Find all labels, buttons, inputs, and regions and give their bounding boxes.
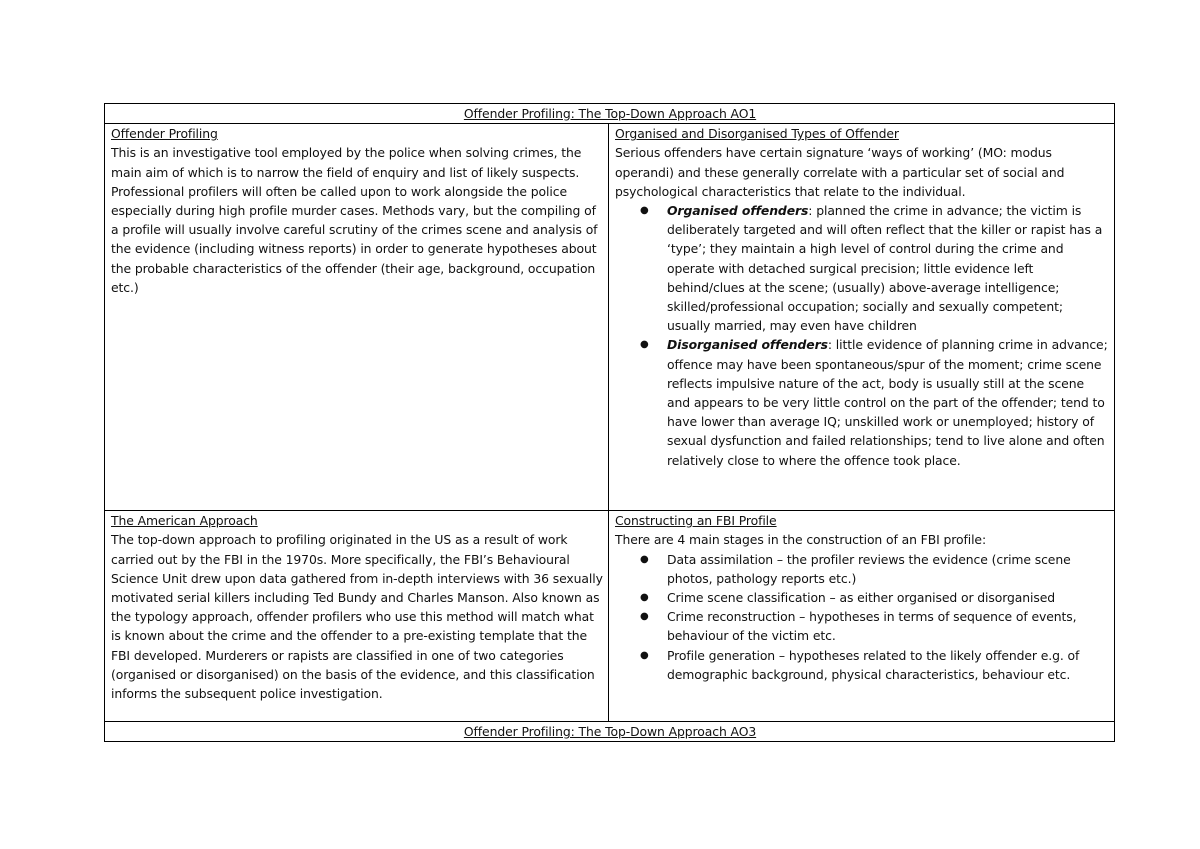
list-item: ● Crime scene classification – as either organised or disorganised [667,588,1109,607]
organised-term: Organised offenders [667,203,809,219]
offender-profiling-body: This is an investigative tool employed by the police when solving crimes, the main aim of which is to narrow the field of enquiry and list of likely suspects. Professional profilers will often be called upon to work alongside the police especially during high profile murder cases. Methods vary, but the compiling of a profile will usually involve careful scrutiny of the crimes scene and analysis of the evidence (including witness reports) in order to generate hypotheses about the probable characteristics of the offender (their age, background, occupation etc.) [111,145,598,295]
fbi-profile-heading: Constructing an FBI Profile [615,513,777,529]
list-item [667,201,1109,335]
organised-types-heading: Organised and Disorganised Types of Offender [615,126,899,142]
disorganised-term: Disorganised offenders [667,337,828,353]
list-item: ● Data assimilation – the profiler reviews the evidence (crime scene photos, pathology reports etc.) [667,550,1109,588]
offender-types-list [615,201,1109,470]
fbi-stages-list [615,550,1109,684]
ao1-table [104,103,1115,742]
organised-description: : planned the crime in advance; the victim is deliberately targeted and will often reflect that the killer or rapist has a ‘type’; they maintain a high level of control during the crime and operate with detached surgical precision; little evidence left behind/clues at the scene; (usually) above-average intelligence; skilled/professional occupation; socially and sexually competent; usually married, may even have children [667,203,1103,334]
disorganised-description: : little evidence of planning crime in advance; offence may have been spontaneous/spur of the moment; crime scene reflects impulsive nature of the act, body is usually still at the scene and appears to be very little control on the part of the offender; tend to have lower than average IQ; unskilled work or unemployed; history of sexual dysfunction and failed relationships; tend to live alone and often relatively close to where the offence took place. [667,337,1108,468]
american-approach-cell [105,511,609,722]
organised-types-cell [609,124,1115,511]
list-item: ● Crime reconstruction – hypotheses in terms of sequence of events, behaviour of the victim etc. [667,607,1109,645]
offender-profiling-heading: Offender Profiling [111,126,218,142]
organised-types-intro: Serious offenders have certain signature ‘ways of working’ (MO: modus operandi) and these generally correlate with a particular set of social and psychological characteristics that relate to the individual. [615,145,1065,199]
table-title-ao1: Offender Profiling: The Top-Down Approach AO1 [105,104,1115,124]
table-title-ao3: Offender Profiling: The Top-Down Approach AO3 [105,722,1115,742]
american-approach-heading: The American Approach [111,513,258,529]
american-approach-body: The top-down approach to profiling originated in the US as a result of work carried out by the FBI in the 1970s. More specifically, the FBI’s Behavioural Science Unit drew upon data gathered from in-depth interviews with 36 sexually motivated serial killers including Ted Bundy and Charles Manson. Also known as the typology approach, offender profilers who use this method will match what is known about the crime and the offender to a pre-existing template that the FBI developed. Murderers or rapists are classified in one of two categories (organised or disorganised) on the basis of the evidence, and this classification informs the subsequent police investigation. [111,532,603,702]
offender-profiling-cell [105,124,609,511]
list-item [667,335,1109,469]
fbi-profile-cell [609,511,1115,722]
list-item: ● Profile generation – hypotheses related to the likely offender e.g. of demographic background, physical characteristics, behaviour etc. [667,646,1109,684]
fbi-profile-intro: There are 4 main stages in the construction of an FBI profile: [615,532,987,548]
